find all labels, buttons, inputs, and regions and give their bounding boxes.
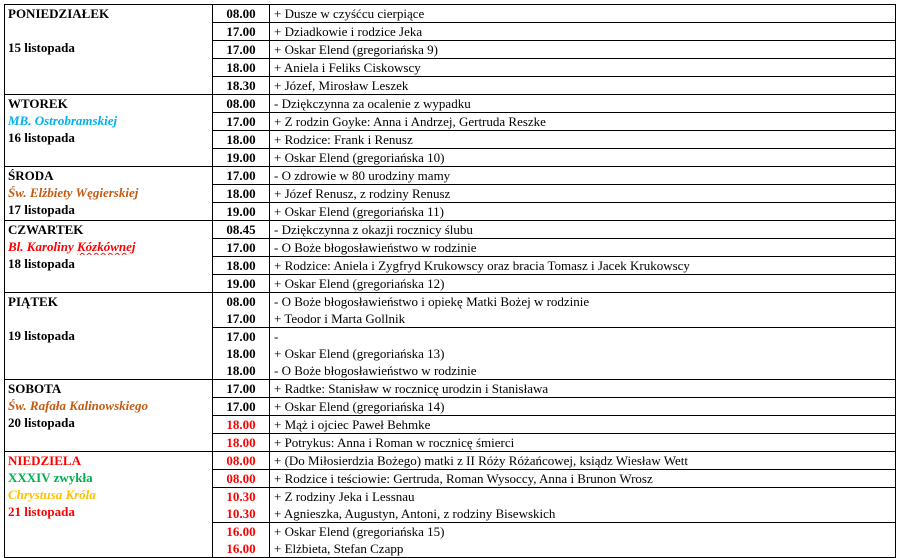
- intention-cell: [270, 113, 896, 131]
- mass-time-cell: [213, 452, 270, 470]
- intention-cell: [270, 5, 896, 23]
- mass-intention: - O Boże błogosławieństwo w rodzinie: [274, 240, 477, 255]
- mass-intention: + Teodor i Marta Gollnik: [274, 311, 406, 326]
- mass-time: 16.00: [226, 541, 256, 556]
- mass-time-cell: [213, 328, 270, 380]
- mass-time: 10.30: [226, 506, 256, 521]
- mass-time: 18.00: [226, 435, 256, 450]
- mass-intention: + Dusze w czyśćcu cierpiące: [274, 6, 425, 21]
- mass-time-cell: [213, 131, 270, 149]
- mass-time-cell: [213, 149, 270, 167]
- mass-time-cell: [213, 523, 270, 558]
- saint-name: Bl. Karoliny Kózkównej: [8, 239, 136, 254]
- liturgical-week: XXXIV zwykła: [8, 470, 93, 485]
- mass-time-cell: [213, 380, 270, 398]
- intention-cell: [270, 185, 896, 203]
- mass-time-cell: [213, 203, 270, 221]
- intention-cell: [270, 257, 896, 275]
- day-row: [5, 221, 896, 239]
- saint-name: Św. Elżbiety Węgierskiej: [8, 185, 139, 200]
- mass-intention: + Aniela i Feliks Ciskowscy: [274, 60, 421, 75]
- mass-time: 18.00: [226, 346, 256, 361]
- mass-time-cell: [213, 239, 270, 257]
- intention-cell: [270, 95, 896, 113]
- mass-time-cell: [213, 434, 270, 452]
- intention-cell: [270, 398, 896, 416]
- day-cell: [5, 221, 213, 293]
- mass-time: 08.00: [226, 453, 256, 468]
- mass-intention: + Oskar Elend (gregoriańska 13): [274, 346, 445, 361]
- mass-intention: + Józef, Mirosław Leszek: [274, 78, 409, 93]
- intention-cell: [270, 239, 896, 257]
- intention-cell: [270, 59, 896, 77]
- mass-time: 08.00: [226, 96, 256, 111]
- spellcheck-word: Kózkównej: [77, 239, 136, 254]
- mass-time: 19.00: [226, 150, 256, 165]
- mass-time-cell: [213, 257, 270, 275]
- mass-time: 17.00: [226, 24, 256, 39]
- mass-intention: + Mąż i ojciec Paweł Behmke: [274, 417, 431, 432]
- mass-time: 18.30: [226, 78, 256, 93]
- mass-intention: + Oskar Elend (gregoriańska 15): [274, 524, 445, 539]
- mass-time: 18.00: [226, 60, 256, 75]
- day-date: 17 listopada: [8, 202, 75, 217]
- day-date: 16 listopada: [8, 130, 75, 145]
- mass-time-cell: [213, 416, 270, 434]
- mass-time-cell: [213, 293, 270, 328]
- day-name: NIEDZIELA: [8, 453, 81, 468]
- saint-name: Chrystusa Króla: [8, 487, 96, 502]
- mass-time: 18.00: [226, 186, 256, 201]
- mass-intention: + Rodzice: Frank i Renusz: [274, 132, 413, 147]
- mass-time: 19.00: [226, 276, 256, 291]
- intention-cell: [270, 149, 896, 167]
- intention-cell: [270, 434, 896, 452]
- mass-intention: + Z rodzin Goyke: Anna i Andrzej, Gertruda Reszke: [274, 114, 546, 129]
- intention-cell: [270, 523, 896, 558]
- mass-intention: + Potrykus: Anna i Roman w rocznicę śmierci: [274, 435, 515, 450]
- day-name: CZWARTEK: [8, 222, 84, 237]
- intention-cell: [270, 293, 896, 328]
- mass-time: 10.30: [226, 489, 256, 504]
- mass-intention: + Z rodziny Jeka i Lessnau: [274, 489, 415, 504]
- mass-time: 19.00: [226, 204, 256, 219]
- mass-time: 17.00: [226, 168, 256, 183]
- mass-intention: + Elżbieta, Stefan Czapp: [274, 541, 404, 556]
- mass-time: 17.00: [226, 381, 256, 396]
- mass-time-cell: [213, 488, 270, 523]
- mass-intention: + Oskar Elend (gregoriańska 10): [274, 150, 445, 165]
- mass-time-cell: [213, 41, 270, 59]
- intention-cell: [270, 221, 896, 239]
- mass-time-cell: [213, 221, 270, 239]
- intention-cell: [270, 470, 896, 488]
- mass-intention: + Rodzice i teściowie: Gertruda, Roman Wysoccy, Anna i Brunon Wrosz: [274, 471, 653, 486]
- saint-name: Św. Rafała Kalinowskiego: [8, 398, 149, 413]
- mass-time: 08.00: [226, 294, 256, 309]
- intention-cell: [270, 77, 896, 95]
- mass-intention: + Agnieszka, Augustyn, Antoni, z rodziny Bisewskich: [274, 506, 556, 521]
- mass-intention: + (Do Miłosierdzia Bożego) matki z II Róży Różańcowej, ksiądz Wiesław Wett: [274, 453, 688, 468]
- mass-time: 08.00: [226, 6, 256, 21]
- saint-name: MB. Ostrobramskiej: [8, 113, 118, 128]
- day-row: [5, 5, 896, 23]
- mass-time-cell: [213, 398, 270, 416]
- intention-cell: [270, 131, 896, 149]
- mass-time: 17.00: [226, 114, 256, 129]
- day-date: 19 listopada: [8, 328, 75, 343]
- spacer: [8, 22, 212, 39]
- mass-intention: - O Boże błogosławieństwo w rodzinie: [274, 363, 477, 378]
- mass-time: 17.00: [226, 311, 256, 326]
- mass-time-cell: [213, 77, 270, 95]
- day-date: 20 listopada: [8, 415, 75, 430]
- mass-time-cell: [213, 167, 270, 185]
- mass-time-cell: [213, 470, 270, 488]
- intention-cell: [270, 167, 896, 185]
- day-date: 15 listopada: [8, 40, 75, 55]
- mass-time: 18.00: [226, 258, 256, 273]
- day-row: [5, 452, 896, 470]
- mass-time-cell: [213, 275, 270, 293]
- mass-time: 18.00: [226, 417, 256, 432]
- mass-time: 18.00: [226, 363, 256, 378]
- mass-intentions-table: [4, 4, 896, 558]
- day-cell: [5, 5, 213, 95]
- day-name: WTOREK: [8, 96, 68, 111]
- mass-time-cell: [213, 59, 270, 77]
- intention-cell: [270, 416, 896, 434]
- mass-time-cell: [213, 95, 270, 113]
- mass-intention: + Oskar Elend (gregoriańska 12): [274, 276, 445, 291]
- mass-intention: + Dziadkowie i rodzice Jeka: [274, 24, 423, 39]
- mass-time: 17.00: [226, 399, 256, 414]
- day-name: PIĄTEK: [8, 294, 58, 309]
- mass-intention: - O Boże błogosławieństwo i opiekę Matki Bożej w rodzinie: [274, 294, 590, 309]
- day-row: [5, 380, 896, 398]
- intention-cell: [270, 275, 896, 293]
- day-row: [5, 167, 896, 185]
- mass-time: 16.00: [226, 524, 256, 539]
- mass-intention: + Radtke: Stanisław w rocznicę urodzin i Stanisława: [274, 381, 549, 396]
- mass-intention: - Dziękczynna z okazji rocznicy ślubu: [274, 222, 473, 237]
- day-name: PONIEDZIAŁEK: [8, 6, 110, 21]
- mass-intention: + Rodzice: Aniela i Zygfryd Krukowscy oraz bracia Tomasz i Jacek Krukowscy: [274, 258, 690, 273]
- day-cell: [5, 293, 213, 380]
- mass-intention: + Józef Renusz, z rodziny Renusz: [274, 186, 451, 201]
- mass-time-cell: [213, 23, 270, 41]
- day-cell: [5, 380, 213, 452]
- day-row: [5, 293, 896, 328]
- mass-time-cell: [213, 185, 270, 203]
- day-cell: [5, 95, 213, 167]
- day-cell: [5, 167, 213, 221]
- mass-time-cell: [213, 113, 270, 131]
- day-date: 18 listopada: [8, 256, 75, 271]
- table-body: [5, 5, 896, 558]
- intention-cell: [270, 203, 896, 221]
- mass-intention: + Oskar Elend (gregoriańska 9): [274, 42, 438, 57]
- mass-intention: - Dziękczynna za ocalenie z wypadku: [274, 96, 471, 111]
- mass-time: 08.00: [226, 471, 256, 486]
- day-name: SOBOTA: [8, 381, 62, 396]
- day-name: ŚRODA: [8, 168, 54, 183]
- intention-cell: [270, 41, 896, 59]
- intention-cell: [270, 488, 896, 523]
- intention-cell: [270, 23, 896, 41]
- mass-time: 18.00: [226, 132, 256, 147]
- day-row: [5, 95, 896, 113]
- mass-time: 17.00: [226, 240, 256, 255]
- intention-cell: [270, 328, 896, 380]
- mass-intention: + Oskar Elend (gregoriańska 11): [274, 204, 445, 219]
- mass-time-cell: [213, 5, 270, 23]
- mass-intention: + Oskar Elend (gregoriańska 14): [274, 399, 445, 414]
- mass-time: 08.45: [226, 222, 256, 237]
- mass-time: 17.00: [226, 42, 256, 57]
- day-date: 21 listopada: [8, 504, 75, 519]
- mass-intention: -: [274, 329, 279, 344]
- intention-cell: [270, 452, 896, 470]
- spacer: [8, 310, 212, 327]
- day-cell: [5, 452, 213, 558]
- mass-time: 17.00: [226, 329, 256, 344]
- mass-intention: - O zdrowie w 80 urodziny mamy: [274, 168, 451, 183]
- intention-cell: [270, 380, 896, 398]
